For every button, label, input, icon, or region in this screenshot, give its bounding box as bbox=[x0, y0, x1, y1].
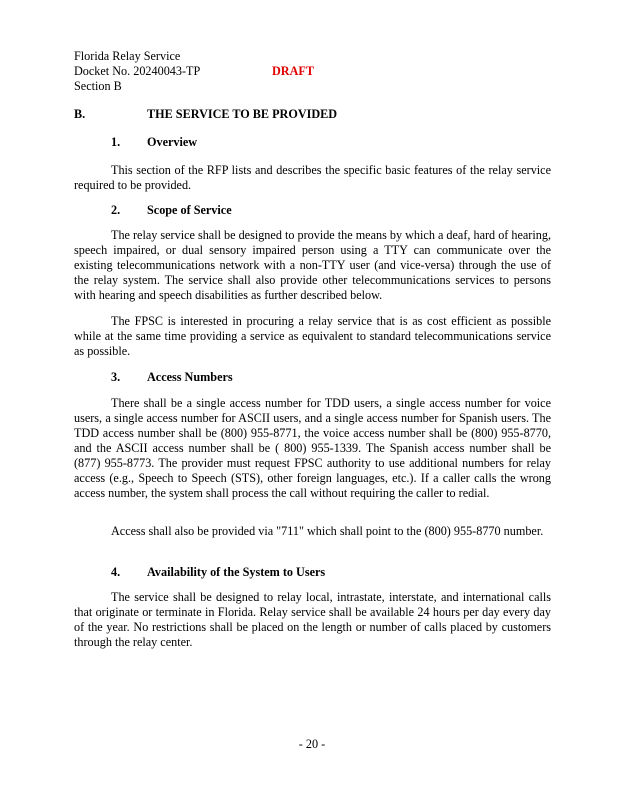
availability-paragraph: The service shall be designed to relay local, intrastate, interstate, and international calls that originate or terminate in Florida. Relay service shall be available 24 hours per day every day of the year. No restrictions shall be placed on the length or number of calls placed by customers through the relay center. bbox=[74, 590, 551, 649]
header-section: Section B bbox=[74, 79, 122, 93]
draft-label: DRAFT bbox=[272, 64, 314, 78]
section-number: B. bbox=[74, 107, 86, 121]
page-number: - 20 - bbox=[298, 737, 326, 751]
subsection-title: Overview bbox=[147, 135, 198, 149]
scope-paragraph-2: The FPSC is interested in procuring a relay service that is as cost efficient as possible while at the same time providing a service as equivalent to standard telecommunications service as possible. bbox=[74, 314, 551, 358]
subsection-title: Scope of Service bbox=[147, 203, 232, 217]
section-title: THE SERVICE TO BE PROVIDED bbox=[147, 107, 338, 121]
header-service-name: Florida Relay Service bbox=[74, 49, 181, 63]
subsection-heading-overview bbox=[111, 135, 197, 150]
subsection-heading-access bbox=[111, 370, 233, 385]
subsection-title: Access Numbers bbox=[147, 370, 233, 384]
header-docket-number: Docket No. 20240043-TP bbox=[74, 64, 201, 78]
access-paragraph-2: Access shall also be provided via "711" which shall point to the (800) 955-8770 number. bbox=[111, 524, 544, 538]
subsection-title: Availability of the System to Users bbox=[147, 565, 326, 579]
subsection-number: 4. bbox=[111, 565, 121, 579]
subsection-heading-scope bbox=[111, 203, 232, 218]
overview-paragraph: This section of the RFP lists and describes the specific basic features of the relay service required to be provided. bbox=[74, 163, 551, 192]
subsection-heading-availability bbox=[111, 565, 325, 580]
subsection-number: 3. bbox=[111, 370, 121, 384]
section-heading bbox=[74, 107, 337, 122]
access-paragraph-1: There shall be a single access number for TDD users, a single access number for voice users, a single access number for ASCII users, and a single access number for Spanish users. The TDD access number shall be (800) 955-8771, the voice access number shall be (800) 955-8770, and the ASCII access number shall be ( 800) 955-1339. The Spanish access number shall be (877) 955-8773. The provider must request FPSC authority to use additional numbers for relay access (e.g., Speech to Speech (STS), other foreign languages, etc.). If a caller calls the wrong access number, the system shall process the call without requiring the caller to redial. bbox=[74, 396, 551, 500]
subsection-number: 1. bbox=[111, 135, 121, 149]
scope-paragraph-1: The relay service shall be designed to provide the means by which a deaf, hard of hearing, speech impaired, or dual sensory impaired person using a TTY can communicate over the existing telecommunications network with a non-TTY user (and vice-versa) through the use of the relay system. The service shall also provide other telecommunications services to persons with hearing and speech disabilities as further described below. bbox=[74, 228, 551, 302]
subsection-number: 2. bbox=[111, 203, 121, 217]
